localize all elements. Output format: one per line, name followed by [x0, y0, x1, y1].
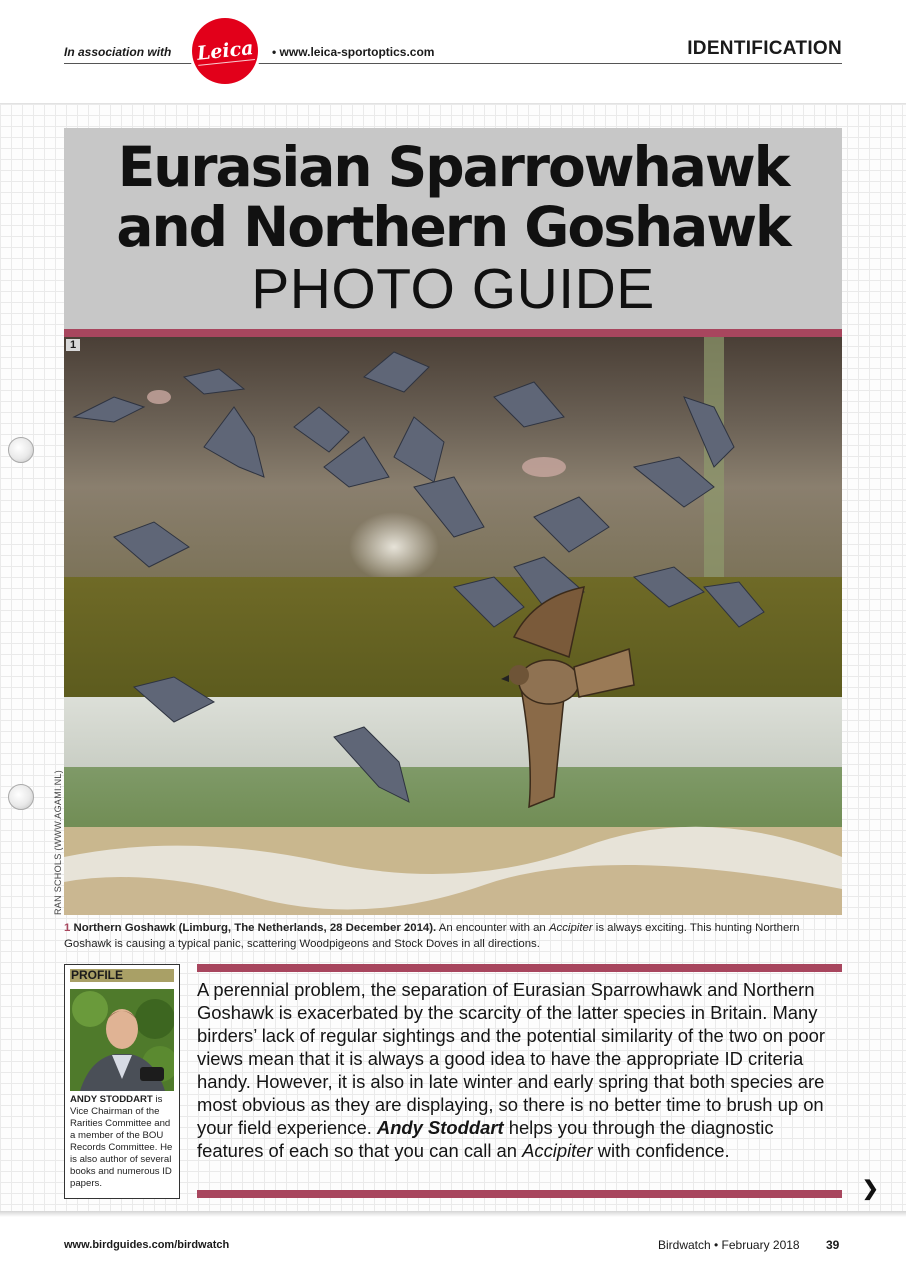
author-portrait	[70, 989, 174, 1091]
profile-label	[70, 969, 174, 982]
photo-credit: RAN SCHOLS (WWW.AGAMI.NL)	[53, 769, 63, 915]
page-number: 39	[826, 1238, 840, 1252]
photo-caption	[64, 921, 824, 952]
intro-part3: with confidence.	[592, 1140, 730, 1161]
intro-top-rule	[197, 964, 842, 972]
caption-text-a: An encounter with an	[436, 922, 549, 934]
section-label: IDENTIFICATION	[687, 38, 842, 59]
binder-hole-icon	[8, 784, 34, 810]
intro-italic: Accipiter	[522, 1140, 593, 1161]
leica-logo-text: Leica	[195, 36, 255, 65]
profile-name: ANDY STODDART	[70, 1094, 153, 1105]
intro-part2: helps you through the diagnostic features of each so that you can call an	[197, 1117, 774, 1161]
photo-number: 1	[66, 339, 80, 351]
profile-label-text: PROFILE	[71, 968, 124, 982]
footer-magazine: Birdwatch • February 2018	[658, 1238, 800, 1252]
intro-part1: A perennial problem, the separation of Eurasian Sparrowhawk and Northern Goshawk is exacerbated by the scarcity of the latter species in Britain. Many birders’ lack of regular sightings and the potential similarity of the two on poor views mean that it is always a good idea to have the appropriate ID criteria handy. However, it is also in late winter and early spring that both species are most obvious as they are displaying, so there is no better time to brush up on your field experience.	[197, 979, 825, 1138]
profile-bio-text: is Vice Chairman of the Rarities Committee and a member of the BOU Records Committee. He is also author of several books and numerous ID papers.	[70, 1094, 173, 1189]
caption-italic: Accipiter	[548, 922, 593, 934]
leica-logo[interactable]	[192, 18, 258, 84]
page-header	[64, 18, 842, 66]
footer-shadow	[0, 1211, 906, 1217]
caption-number: 1	[64, 922, 71, 934]
association-text: In association with	[64, 45, 172, 59]
profile-bio	[70, 1094, 178, 1190]
main-photo	[64, 337, 842, 915]
intro-author: Andy Stoddart	[376, 1117, 504, 1138]
sponsor-url-text[interactable]: www.leica-sportoptics.com	[279, 45, 435, 59]
title-line-3: PHOTO GUIDE	[251, 257, 655, 321]
footer-url[interactable]: www.birdguides.com/birdwatch	[64, 1239, 230, 1251]
sponsor-url[interactable]: • www.leica-sportoptics.com	[272, 45, 435, 59]
header-rule	[64, 63, 842, 64]
intro-bottom-rule	[197, 1190, 842, 1198]
caption-heading: Northern Goshawk (Limburg, The Netherlands, 28 December 2014).	[73, 922, 437, 934]
binder-hole-icon	[8, 437, 34, 463]
caption-text-b: is always exciting. This hunting Northern Goshawk is causing a typical panic, scattering Woodpigeons and Stock Doves in all directions.	[64, 922, 800, 950]
title-line-2: and Northern Goshawk	[116, 195, 790, 259]
author-avatar	[70, 989, 174, 1091]
goshawk-photo-illustration	[64, 337, 842, 915]
intro-paragraph	[197, 978, 842, 1162]
chevron-right-icon[interactable]: ❯	[862, 1178, 879, 1200]
author-profile	[64, 964, 180, 1199]
title-line-1: Eurasian Sparrowhawk	[117, 135, 789, 199]
title-rule	[64, 329, 842, 337]
title-block	[64, 128, 842, 329]
